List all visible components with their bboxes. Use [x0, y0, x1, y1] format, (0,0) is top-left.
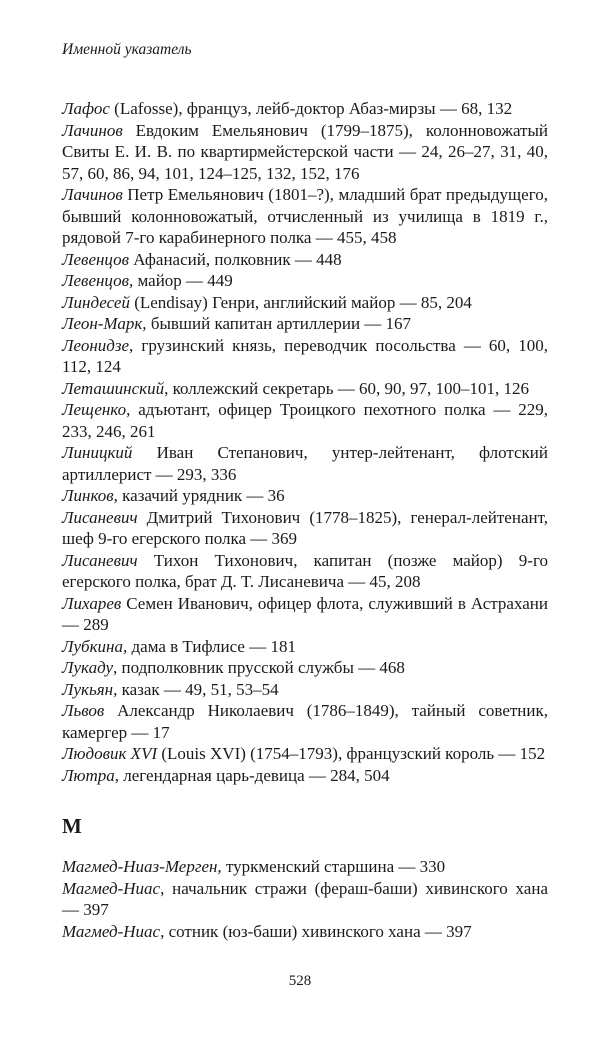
index-entry [62, 856, 548, 878]
entry-text: Александр Николаевич (1786–1849), тайный советник, камергер — 17 [62, 701, 548, 742]
entry-text: (Lafosse), француз, лейб-доктор Абаз-мирзы — 68, 132 [109, 99, 513, 118]
entry-text: Афанасий, полковник — 448 [129, 249, 342, 269]
index-entry [62, 184, 548, 249]
entry-text: Иван Степанович, унтер-лейтенант, флотский артиллерист — 293, 336 [62, 443, 548, 484]
entry-name: Лубкина, [62, 636, 128, 656]
entry-name: Лачинов [62, 120, 123, 140]
entry-text: , начальник стражи (фераш-баши) хивинского хана — 397 [62, 878, 548, 919]
index-entry [62, 335, 548, 378]
index-entry [62, 657, 548, 679]
entry-text: , грузинский князь, переводчик посольства — 60, 100, 112, 124 [62, 335, 548, 376]
index-entry [62, 593, 548, 636]
index-entry [62, 378, 548, 400]
entry-text: майор — 449 [133, 271, 233, 290]
entry-name: Линков [62, 486, 114, 505]
entry-name: Лихарев [62, 593, 122, 613]
entry-text: , подполковник прусской службы — 468 [113, 658, 405, 677]
entry-text: (Louis XVI) (1754–1793), французский король — 152 [157, 744, 546, 763]
index-entry [62, 878, 548, 921]
entry-text: , легендарная царь-девица — 284, 504 [114, 765, 390, 785]
entry-text: (Lendisay) Генри, английский майор — 85, 204 [129, 292, 472, 312]
index-entry [62, 507, 548, 550]
running-head: Именной указатель [62, 41, 192, 58]
entry-name: Лачинов [62, 185, 123, 204]
entry-text: Евдоким Емельянович (1799–1875), колонновожатый Свиты Е. И. В. по квартирмейстерской части — 24, 26–27, 31, 40, 57, 60, 86, 94, 101, 124–125, 132, 152, 176 [62, 120, 548, 183]
entry-text: дама в Тифлисе — 181 [127, 636, 296, 656]
entry-text: , адъютант, офицер Троицкого пехотного полка — 229, 233, 246, 261 [62, 400, 548, 441]
entry-name: Людовик XVI [62, 744, 158, 763]
entry-name: Магмед-Ниаз-Мерген, [62, 857, 222, 876]
index-entry [62, 442, 548, 485]
index-entry [62, 743, 548, 765]
index-entry [62, 120, 548, 185]
entry-text: бывший капитан артиллерии — 167 [146, 314, 412, 333]
index-entry [62, 550, 548, 593]
entry-name: Леташинский [62, 378, 165, 398]
index-entry [62, 679, 548, 701]
index-entry [62, 485, 548, 507]
entry-text: туркменский старшина — 330 [221, 857, 446, 876]
entry-name: Магмед-Ниас [62, 921, 161, 941]
entry-name: Лютра [62, 765, 115, 785]
entry-name: Лещенко [62, 400, 127, 419]
entry-text: , сотник (юз-баши) хивинского хана — 397 [160, 921, 472, 941]
entry-name: Линдесей [62, 292, 130, 312]
entry-name: Магмед-Ниас [62, 878, 161, 898]
entries-section-l [62, 98, 548, 786]
index-entry [62, 921, 548, 943]
index-entry [62, 292, 548, 314]
entry-name: Линицкий [62, 443, 133, 462]
index-entry [62, 700, 548, 743]
entry-name: Леонидзе [62, 335, 130, 355]
index-entry [62, 98, 548, 120]
entry-name: Лукьян [62, 679, 114, 699]
index-entry [62, 313, 548, 335]
index-entry [62, 765, 548, 787]
entry-name: Левенцов [62, 249, 130, 269]
entry-name: Львов [62, 701, 105, 720]
index-page [62, 30, 548, 942]
entry-name: Лукаду [62, 658, 114, 677]
entry-text: , казачий урядник — 36 [113, 486, 285, 505]
index-entry [62, 249, 548, 271]
entry-name: Левенцов, [62, 271, 134, 290]
entry-text: , коллежский секретарь — 60, 90, 97, 100–101, 126 [164, 378, 530, 398]
entry-text: Семен Иванович, офицер флота, служивший в Астрахани — 289 [62, 593, 548, 634]
entry-name: Лафос [62, 99, 110, 118]
entry-name: Лисаневич [62, 507, 138, 527]
entry-name: Лисаневич [62, 550, 138, 570]
entries-section-m [62, 856, 548, 942]
index-entry [62, 399, 548, 442]
entry-text: Тихон Тихонович, капитан (позже майор) 9-го егерского полка, брат Д. Т. Лисаневича — 45, 208 [62, 550, 548, 591]
section-letter-heading: М [62, 814, 82, 838]
entry-text: , казак — 49, 51, 53–54 [113, 679, 279, 699]
entry-text: Петр Емельянович (1801–?), младший брат предыдущего, бывший колонновожатый, отчисленный из училища в 1819 г., рядовой 7-го карабинерного полка — 455, 458 [62, 185, 548, 247]
index-entry [62, 636, 548, 658]
entry-text: Дмитрий Тихонович (1778–1825), генерал-лейтенант, шеф 9-го егерского полка — 369 [62, 507, 548, 548]
entry-name: Леон-Марк, [62, 314, 147, 333]
index-entry [62, 270, 548, 292]
page-number: 528 [288, 973, 312, 989]
